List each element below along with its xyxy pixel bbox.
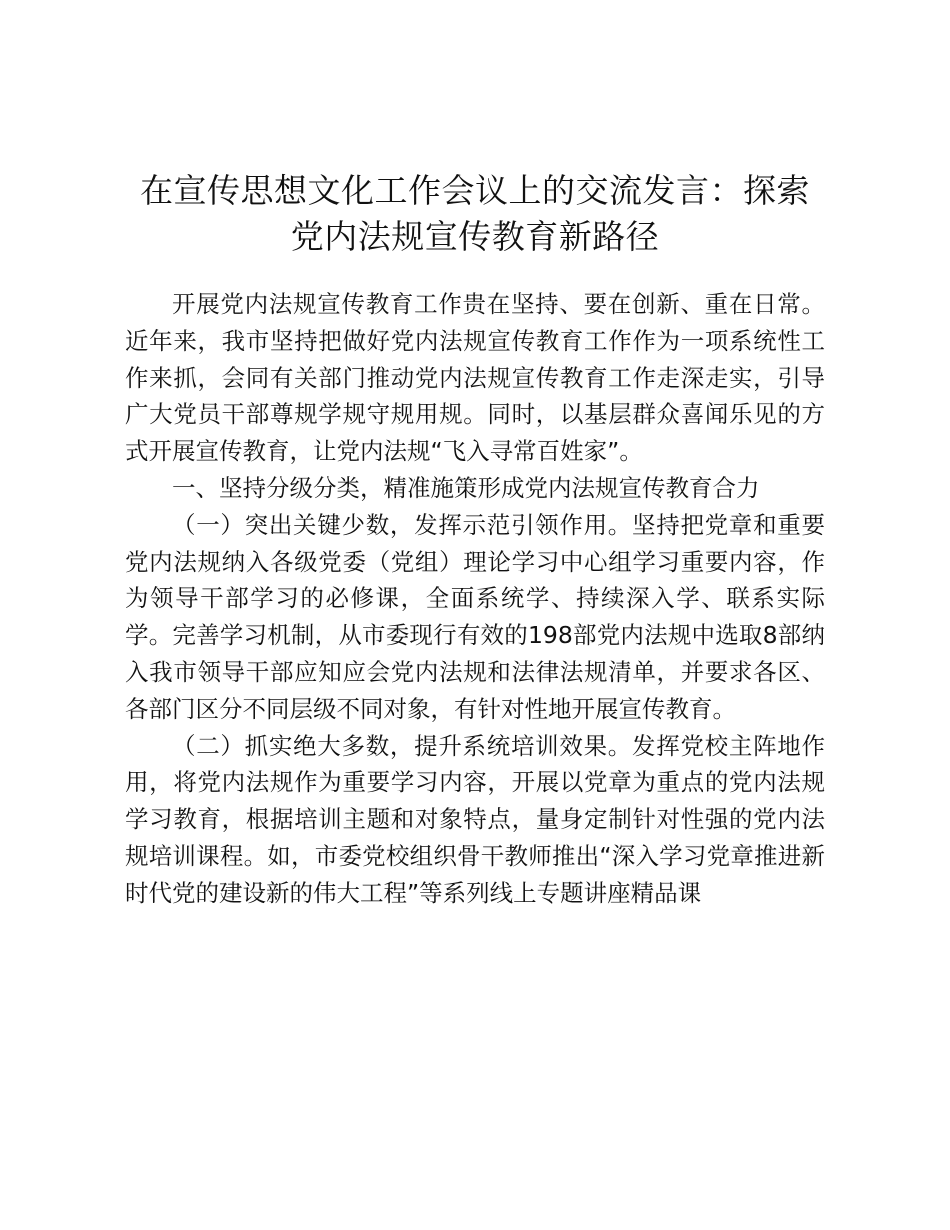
subsection-1-body: 坚持把党章和重要党内法规纳入各级党委（党组）理论学习中心组学习重要内容，作为领导干部学习的必修课，全面系统学、持续深入学、联系实际学。完善学习机制，从市委现行有效的198部党内法规中选取8部纳入我市领导干部应知应会党内法规和法律法规清单，并要求各区、各部门区分不同层级不同对象，有针对性地开展宣传教育。	[125, 510, 826, 723]
title-line-1: 在宣传思想文化工作会议上的交流发言：探索	[140, 171, 810, 210]
title-line-2: 党内法规宣传教育新路径	[290, 217, 660, 256]
subsection-2-title: （二）抓实绝大多数，提升系统培训效果。	[172, 731, 633, 760]
document-title	[100, 168, 850, 260]
subsection-1-title: （一）突出关键少数，发挥示范引领作用。	[172, 510, 633, 539]
subsection-2-paragraph	[125, 728, 825, 912]
intro-paragraph: 开展党内法规宣传教育工作贵在坚持、要在创新、重在日常。近年来，我市坚持把做好党内法规宣传教育工作作为一项系统性工作来抓，会同有关部门推动党内法规宣传教育工作走深走实，引导广大党员干部尊规学规守规用规。同时，以基层群众喜闻乐见的方式开展宣传教育，让党内法规“飞入寻常百姓家”。	[125, 290, 825, 466]
document-body	[125, 286, 825, 912]
subsection-2-body: 发挥党校主阵地作用，将党内法规作为重要学习内容，开展以党章为重点的党内法规学习教育，根据培训主题和对象特点，量身定制针对性强的党内法规培训课程。如，市委党校组织骨干教师推出“深入学习党章推进新时代党的建设新的伟大工程”等系列线上专题讲座精品课	[125, 731, 826, 907]
section-1-heading: 一、坚持分级分类，精准施策形成党内法规宣传教育合力	[172, 473, 760, 502]
subsection-1-paragraph	[125, 507, 825, 728]
